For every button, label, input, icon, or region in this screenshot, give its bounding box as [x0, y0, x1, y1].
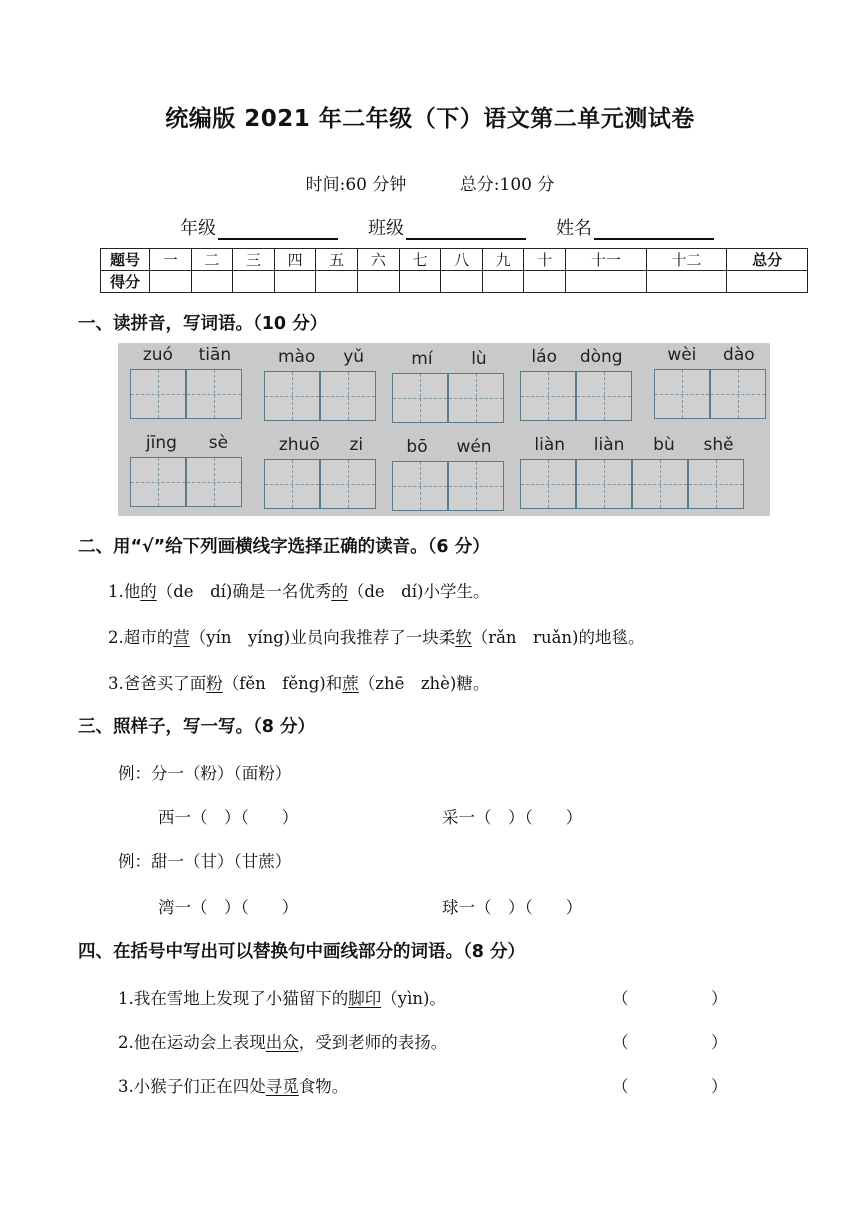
score-cell[interactable]: [524, 271, 566, 293]
column-header: 五: [316, 249, 358, 271]
grade-blank[interactable]: [218, 218, 338, 240]
writing-box[interactable]: [710, 369, 766, 419]
section-4-heading: 四、在括号中写出可以替换句中画线部分的词语。（8 分）: [78, 942, 526, 962]
class-blank[interactable]: [406, 218, 526, 240]
pinyin-text: liàn: [534, 435, 566, 455]
question-text: ，受到老师的表扬。: [298, 1033, 448, 1052]
time-limit: 时间:60 分钟: [305, 175, 407, 195]
name-blank[interactable]: [594, 218, 714, 240]
column-header: 总分: [727, 249, 808, 271]
pinyin-writing-photo: [118, 343, 770, 516]
score-cell[interactable]: [566, 271, 647, 293]
exam-meta: [0, 170, 860, 195]
underlined-word: 寻觅: [265, 1077, 299, 1096]
page-title: 统编版 2021 年二年级（下）语文第二单元测试卷: [165, 106, 695, 132]
grade-field: [180, 214, 338, 240]
writing-box[interactable]: [130, 369, 186, 419]
pinyin-text: sè: [208, 433, 229, 453]
name-field: [556, 214, 714, 240]
pinyin-group: [520, 347, 634, 427]
writing-box[interactable]: [520, 459, 576, 509]
class-label: 班级: [368, 218, 404, 239]
score-cell[interactable]: [274, 271, 316, 293]
pinyin-text: zi: [349, 435, 364, 455]
question-text: （de dí)确是一名优秀: [156, 582, 332, 601]
score-cell[interactable]: [191, 271, 233, 293]
question-2-3: [108, 670, 489, 694]
question-4-3: [118, 1073, 348, 1097]
question-text: （yìn)。: [381, 989, 446, 1008]
pinyin-text: zhuō: [278, 435, 320, 455]
column-header: 十一: [566, 249, 647, 271]
question-text: 1.他: [108, 582, 141, 601]
column-header: 九: [482, 249, 524, 271]
row-label: 题号: [101, 249, 150, 271]
exercise-3-2[interactable]: 采一（ ）（ ）: [442, 808, 583, 827]
question-text: 3.爸爸买了面: [108, 674, 207, 693]
column-header: 四: [274, 249, 316, 271]
answer-blank[interactable]: （ ）: [612, 1033, 728, 1052]
score-cell[interactable]: [727, 271, 808, 293]
writing-box[interactable]: [520, 371, 576, 421]
writing-box[interactable]: [392, 461, 448, 511]
underlined-char: 软: [455, 628, 472, 647]
pinyin-text: tiān: [198, 345, 232, 365]
score-table: [100, 248, 808, 293]
pinyin-text: lù: [471, 349, 487, 369]
pinyin-group: [264, 347, 378, 427]
writing-box[interactable]: [186, 457, 242, 507]
writing-box[interactable]: [320, 371, 376, 421]
pinyin-text: liàn: [593, 435, 625, 455]
total-score: 总分:100 分: [459, 175, 555, 195]
underlined-char: 营: [173, 628, 190, 647]
writing-box[interactable]: [632, 459, 688, 509]
pinyin-text: jīng: [145, 433, 177, 453]
column-header: 六: [358, 249, 400, 271]
score-cell[interactable]: [441, 271, 483, 293]
score-cell[interactable]: [150, 271, 192, 293]
question-text: （yín yíng)业员向我推荐了一块柔: [189, 628, 456, 647]
pinyin-text: zuó: [142, 345, 173, 365]
pinyin-text: láo: [531, 347, 557, 367]
section-1-heading: 一、读拼音，写词语。（10 分）: [78, 314, 328, 334]
section-3-heading: 三、照样子，写一写。（8 分）: [78, 717, 316, 737]
writing-box[interactable]: [448, 373, 504, 423]
underlined-char: 的: [140, 582, 157, 601]
pinyin-group: [520, 435, 748, 515]
underlined-char: 的: [331, 582, 348, 601]
pinyin-text: wèi: [667, 345, 697, 365]
pinyin-text: shě: [703, 435, 734, 455]
name-label: 姓名: [556, 218, 592, 239]
writing-box[interactable]: [576, 371, 632, 421]
example-1: 例：分一（粉）（面粉）: [118, 764, 292, 783]
score-cell[interactable]: [482, 271, 524, 293]
question-2-2: [108, 624, 644, 648]
grade-label: 年级: [180, 218, 216, 239]
pinyin-group: [654, 345, 768, 425]
column-header: 十: [524, 249, 566, 271]
score-cell[interactable]: [316, 271, 358, 293]
class-field: [368, 214, 526, 240]
question-4-1: [118, 985, 446, 1009]
column-header: 三: [233, 249, 275, 271]
underlined-word: 脚印: [348, 989, 382, 1008]
exercise-3-3[interactable]: 湾一（ ）（ ）: [158, 898, 299, 917]
pinyin-text: dòng: [579, 347, 623, 367]
pinyin-group: [392, 437, 506, 517]
question-text: 3.小猴子们正在四处: [118, 1077, 266, 1096]
score-table-header-row: [101, 249, 808, 271]
question-text: 2.他在运动会上表现: [118, 1033, 266, 1052]
pinyin-group: [264, 435, 378, 515]
answer-blank[interactable]: （ ）: [612, 1077, 728, 1096]
writing-box[interactable]: [130, 457, 186, 507]
pinyin-text: yǔ: [343, 347, 365, 367]
pinyin-text: mào: [277, 347, 316, 367]
question-text: （de dí)小学生。: [347, 582, 490, 601]
question-text: 2.超市的: [108, 628, 174, 647]
score-cell[interactable]: [233, 271, 275, 293]
writing-box[interactable]: [654, 369, 710, 419]
question-text: （rǎn ruǎn)的地毯。: [471, 628, 645, 647]
exercise-3-4[interactable]: 球一（ ）（ ）: [442, 898, 583, 917]
question-2-1: [108, 578, 489, 602]
score-cell[interactable]: [358, 271, 400, 293]
question-text: 食物。: [298, 1077, 349, 1096]
writing-box[interactable]: [264, 459, 320, 509]
column-header: 二: [191, 249, 233, 271]
column-header: 十二: [646, 249, 727, 271]
pinyin-group: [130, 345, 244, 425]
pinyin-text: dào: [723, 345, 755, 365]
score-cell[interactable]: [399, 271, 441, 293]
writing-box[interactable]: [320, 459, 376, 509]
writing-box[interactable]: [576, 459, 632, 509]
underlined-char: 粉: [206, 674, 223, 693]
writing-box[interactable]: [448, 461, 504, 511]
pinyin-text: bō: [406, 437, 428, 457]
column-header: 七: [399, 249, 441, 271]
pinyin-group: [130, 433, 244, 513]
pinyin-group: [392, 349, 506, 429]
writing-box[interactable]: [688, 459, 744, 509]
writing-box[interactable]: [392, 373, 448, 423]
writing-box[interactable]: [264, 371, 320, 421]
question-4-2: [118, 1029, 447, 1053]
student-info: [180, 214, 714, 240]
section-2-heading: 二、用“√”给下列画横线字选择正确的读音。（6 分）: [78, 537, 490, 557]
answer-blank[interactable]: （ ）: [612, 989, 728, 1008]
underlined-word: 出众: [265, 1033, 299, 1052]
writing-box[interactable]: [186, 369, 242, 419]
pinyin-text: wén: [456, 437, 492, 457]
pinyin-text: mí: [411, 349, 433, 369]
score-table-score-row: [101, 271, 808, 293]
column-header: 一: [150, 249, 192, 271]
column-header: 八: [441, 249, 483, 271]
row-label: 得分: [101, 271, 150, 293]
exercise-3-1[interactable]: 西一（ ）（ ）: [158, 808, 299, 827]
pinyin-text: bù: [653, 435, 675, 455]
question-text: （fěn fěng)和: [222, 674, 343, 693]
question-text: 1.我在雪地上发现了小猫留下的: [118, 989, 349, 1008]
example-2: 例：甜一（甘）（甘蔗）: [118, 852, 292, 871]
underlined-char: 蔗: [342, 674, 359, 693]
question-text: （zhē zhè)糖。: [358, 674, 490, 693]
score-cell[interactable]: [646, 271, 727, 293]
